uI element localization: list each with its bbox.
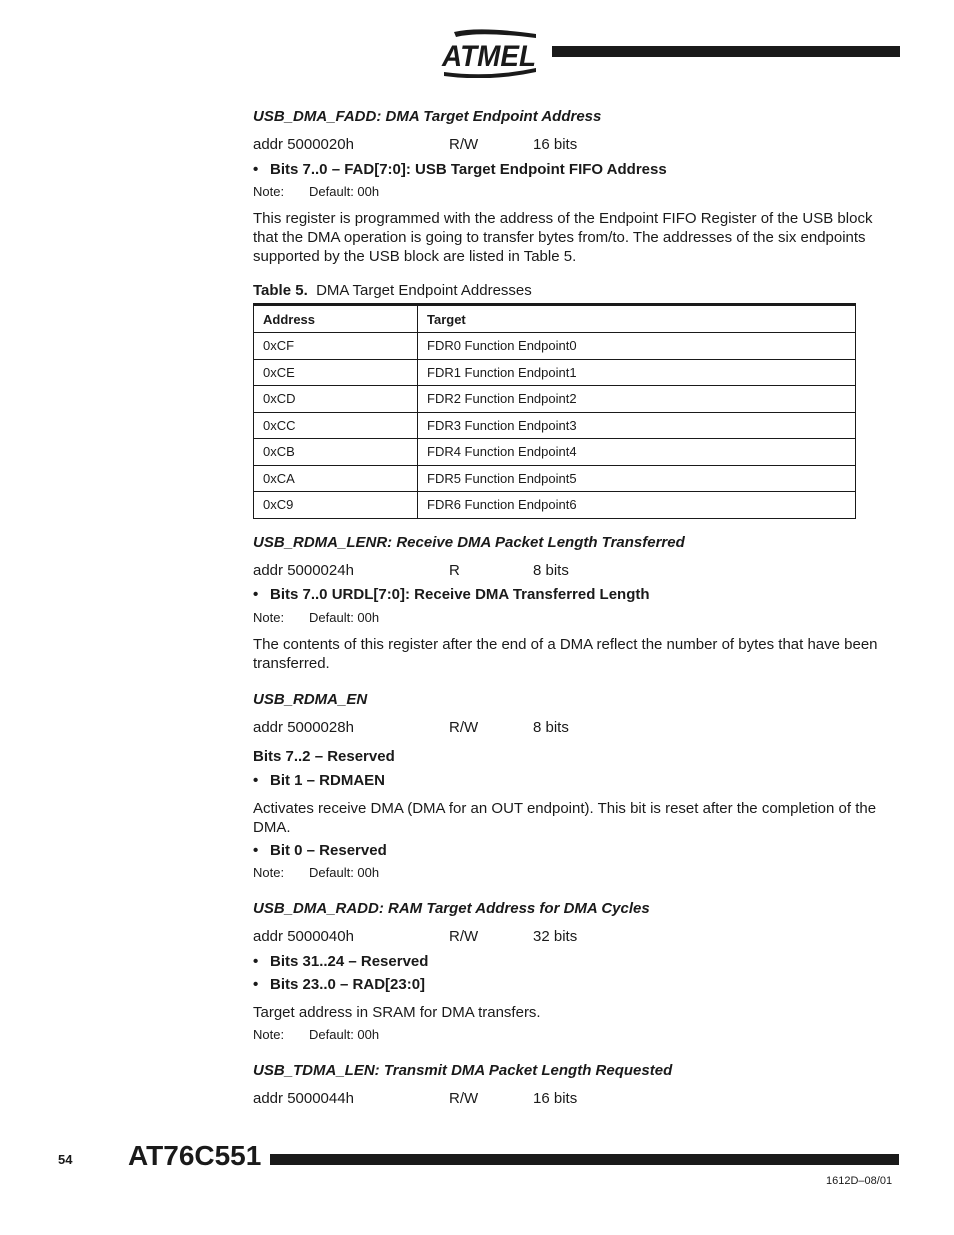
note-text: Default: 00h bbox=[309, 184, 380, 199]
register-access: R bbox=[449, 562, 460, 579]
address-cell: 0xCD bbox=[254, 386, 418, 413]
section-title-radd: USB_DMA_RADD: RAM Target Address for DMA Cycles bbox=[253, 900, 650, 917]
address-cell: 0xCA bbox=[254, 465, 418, 492]
register-size: 16 bits bbox=[533, 136, 578, 153]
note-radd bbox=[253, 1027, 379, 1042]
address-cell: 0xCF bbox=[254, 333, 418, 360]
table-caption-label: Table 5. bbox=[253, 282, 308, 299]
note-label: Note: bbox=[253, 1027, 285, 1042]
target-cell: FDR3 Function Endpoint3 bbox=[418, 412, 856, 439]
section-title-rdma-en: USB_RDMA_EN bbox=[253, 691, 368, 708]
desc-line: DMA. bbox=[253, 819, 291, 836]
register-address: addr 5000040h bbox=[253, 928, 354, 945]
address-cell: 0xC9 bbox=[254, 492, 418, 519]
desc-line: supported by the USB block are listed in Table 5. bbox=[253, 248, 577, 265]
register-access: R/W bbox=[449, 136, 479, 153]
desc-fadd bbox=[253, 209, 903, 266]
desc-line: Activates receive DMA (DMA for an OUT endpoint). This bit is reset after the completion of the bbox=[253, 800, 877, 817]
table-row bbox=[254, 465, 856, 492]
table-header-row bbox=[254, 305, 856, 333]
note-label: Note: bbox=[253, 610, 285, 625]
table-row bbox=[254, 492, 856, 519]
target-cell: FDR0 Function Endpoint0 bbox=[418, 333, 856, 360]
note-label: Note: bbox=[253, 184, 285, 199]
desc-rdma-lenr bbox=[253, 635, 903, 673]
note-rdma-lenr bbox=[253, 610, 379, 625]
table-row bbox=[254, 439, 856, 466]
address-cell: 0xCB bbox=[254, 439, 418, 466]
register-address: addr 5000044h bbox=[253, 1090, 354, 1107]
register-access: R/W bbox=[449, 1090, 479, 1107]
product-name: AT76C551 bbox=[128, 1140, 262, 1171]
register-address: addr 5000028h bbox=[253, 719, 354, 736]
column-header-address: Address bbox=[254, 305, 418, 333]
footer-rule bbox=[270, 1154, 899, 1165]
address-cell: 0xCE bbox=[254, 359, 418, 386]
desc-line: The contents of this register after the end of a DMA reflect the number of bytes that have been bbox=[253, 636, 878, 653]
note-fadd bbox=[253, 184, 379, 199]
desc-line: transferred. bbox=[253, 655, 330, 672]
note-text: Default: 00h bbox=[309, 1027, 380, 1042]
register-size: 16 bits bbox=[533, 1090, 578, 1107]
document-code: 1612D–08/01 bbox=[826, 1175, 893, 1187]
table-row bbox=[254, 412, 856, 439]
column-header-target: Target bbox=[418, 305, 856, 333]
note-rdma-en bbox=[253, 865, 379, 880]
target-cell: FDR6 Function Endpoint6 bbox=[418, 492, 856, 519]
table-caption bbox=[253, 281, 532, 300]
header-rule bbox=[552, 46, 900, 57]
register-size: 8 bits bbox=[533, 719, 569, 736]
note-text: Default: 00h bbox=[309, 610, 380, 625]
target-cell: FDR4 Function Endpoint4 bbox=[418, 439, 856, 466]
atmel-logo bbox=[440, 28, 540, 78]
bits-rad: • Bits 23..0 – RAD[23:0] bbox=[253, 975, 425, 994]
section-title-tdma-len: USB_TDMA_LEN: Transmit DMA Packet Length Requested bbox=[253, 1062, 673, 1079]
note-label: Note: bbox=[253, 865, 285, 880]
page-number: 54 bbox=[58, 1152, 73, 1167]
desc-rdma-en bbox=[253, 799, 903, 837]
table-row bbox=[254, 386, 856, 413]
bit-0-reserved: • Bit 0 – Reserved bbox=[253, 841, 387, 860]
register-address: addr 5000020h bbox=[253, 136, 354, 153]
bits-reserved-7-2: Bits 7..2 – Reserved bbox=[253, 748, 395, 765]
register-access: R/W bbox=[449, 719, 479, 736]
bits-fad: • Bits 7..0 – FAD[7:0]: USB Target Endpoint FIFO Address bbox=[253, 160, 667, 179]
register-access: R/W bbox=[449, 928, 479, 945]
desc-line: that the DMA operation is going to transfer bytes from/to. The addresses of the six endpoints bbox=[253, 229, 866, 246]
section-title-fadd: USB_DMA_FADD: DMA Target Endpoint Address bbox=[253, 108, 602, 125]
table-row bbox=[254, 359, 856, 386]
target-cell: FDR1 Function Endpoint1 bbox=[418, 359, 856, 386]
endpoint-address-table bbox=[253, 303, 856, 519]
note-text: Default: 00h bbox=[309, 865, 380, 880]
target-cell: FDR5 Function Endpoint5 bbox=[418, 465, 856, 492]
bits-reserved-31-24: • Bits 31..24 – Reserved bbox=[253, 952, 428, 971]
target-cell: FDR2 Function Endpoint2 bbox=[418, 386, 856, 413]
section-title-rdma-lenr: USB_RDMA_LENR: Receive DMA Packet Length Transferred bbox=[253, 534, 685, 551]
desc-line: This register is programmed with the address of the Endpoint FIFO Register of the USB block bbox=[253, 210, 873, 227]
address-cell: 0xCC bbox=[254, 412, 418, 439]
register-address: addr 5000024h bbox=[253, 562, 354, 579]
table-caption-text: DMA Target Endpoint Addresses bbox=[316, 282, 532, 299]
register-size: 32 bits bbox=[533, 928, 578, 945]
bit-rdmaen: • Bit 1 – RDMAEN bbox=[253, 771, 385, 790]
bits-urdl: • Bits 7..0 URDL[7:0]: Receive DMA Transferred Length bbox=[253, 585, 650, 604]
svg-text:ATMEL: ATMEL bbox=[441, 40, 536, 73]
desc-radd: Target address in SRAM for DMA transfers. bbox=[253, 1004, 541, 1021]
table-row bbox=[254, 333, 856, 360]
register-size: 8 bits bbox=[533, 562, 569, 579]
